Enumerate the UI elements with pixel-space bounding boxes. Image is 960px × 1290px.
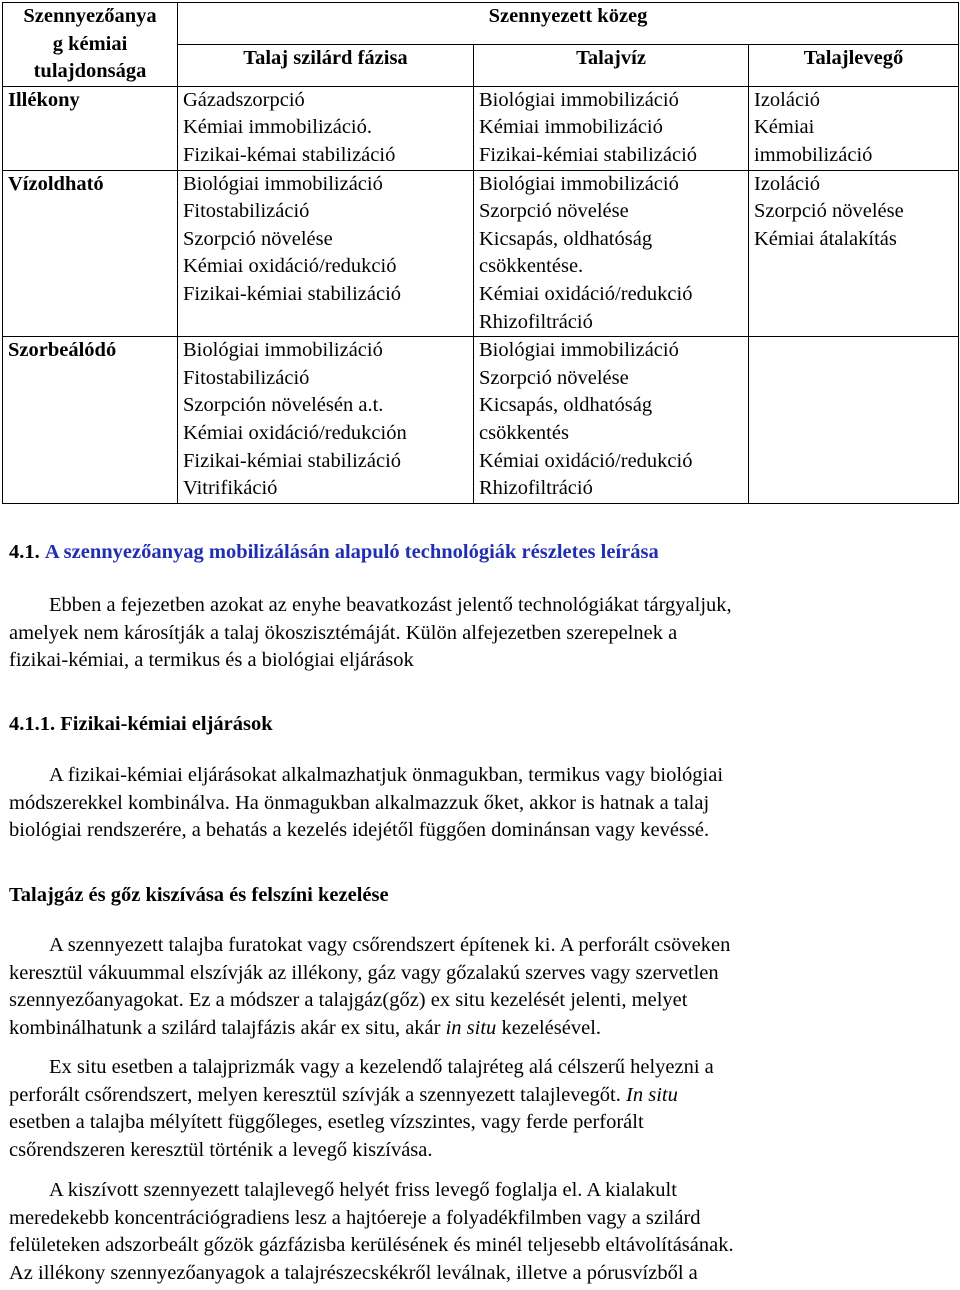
table-row [3, 337, 959, 504]
header-line: tulajdonsága [33, 60, 147, 83]
text-line: Ex situ esetben a talajprizmák vagy a kezelendő talajréteg alá célszerű helyezni a [49, 1056, 714, 1078]
cell-line: Fitostabilizáció [183, 200, 310, 223]
cell-line: Fizikai-kémiai stabilizáció [479, 143, 698, 166]
text-line: módszerekkel kombinálva. Ha önmagukban alkalmazzuk őket, akkor is hatnak a talaj [9, 791, 710, 814]
text-line: Az illékony szennyezőanyagok a talajrészecskékről leválnak, illetve a pórusvízből a [9, 1261, 698, 1284]
text-run: kezelésével. [496, 1016, 602, 1039]
header-line: Szennyezőanya [23, 5, 157, 27]
cell-line: Kémiai oxidáció/redukció [479, 282, 693, 305]
cell-line: Biológiai immobilizáció [479, 172, 679, 195]
text-line: amelyek nem károsítják a talaj ökoszisztémáját. Külön alfejezetben szerepelnek a [9, 621, 678, 644]
header-pollutant-property [3, 3, 178, 87]
text-line: esetben a talajba mélyített függőleges, esetleg vízszintes, vagy ferde perforált [9, 1111, 644, 1134]
cell-line: csökkentése. [479, 255, 584, 278]
text-line: Ebben a fejezetben azokat az enyhe beavatkozást jelentő technológiákat tárgyaljuk, [49, 594, 732, 616]
cell-line: Kémiai átalakítás [754, 227, 897, 250]
cell-line: Kicsapás, oldhatóság [479, 394, 653, 417]
italic-term: In situ [626, 1083, 678, 1106]
cell-water [474, 337, 749, 504]
header-contaminated-medium: Szennyezett közeg [178, 3, 959, 45]
remediation-table [2, 2, 959, 504]
section-4-1-paragraph [9, 592, 960, 620]
cell-line: Rhizofiltráció [479, 310, 593, 333]
text-line: szennyezőanyagokat. Ez a módszer a talajgáz(gőz) ex situ kezelését jelenti, melyet [9, 989, 688, 1012]
cell-line: csökkentés [479, 421, 569, 444]
row-property: Illékony [3, 86, 178, 170]
soil-gas-paragraph-3-cont [9, 1205, 951, 1288]
cell-line: Kicsapás, oldhatóság [479, 227, 653, 250]
cell-line: Kémiai oxidáció/redukció [183, 255, 397, 278]
cell-line: immobilizáció [754, 143, 873, 166]
italic-term: in situ [445, 1016, 497, 1039]
cell-soil [178, 86, 474, 170]
soil-gas-paragraph-2-cont [9, 1082, 951, 1165]
text-line: csőrendszeren keresztül történik a levegő kiszívása. [9, 1138, 433, 1161]
cell-line: Izoláció [754, 88, 821, 111]
cell-line: Biológiai immobilizáció [479, 88, 679, 111]
cell-line: Fizikai-kémiai stabilizáció [183, 449, 402, 472]
cell-line: Fizikai-kémiai stabilizáció [183, 282, 402, 305]
cell-line: Fitostabilizáció [183, 366, 310, 389]
soil-gas-paragraph-1 [9, 932, 960, 960]
cell-line: Kémiai oxidáció/redukción [183, 421, 407, 444]
section-4-1-1-paragraph [9, 762, 960, 790]
cell-water [474, 86, 749, 170]
cell-line: Szorpció növelése [479, 200, 629, 223]
soil-gas-paragraph-3 [9, 1177, 960, 1205]
section-4-1-1-paragraph-cont [9, 790, 951, 845]
text-line: A szennyezett talajba furatokat vagy csőrendszert építenek ki. A perforált csöveken [49, 934, 731, 956]
cell-line: Fizikai-kémai stabilizáció [183, 143, 396, 166]
table-row [3, 86, 959, 170]
soil-gas-paragraph-2 [9, 1054, 960, 1082]
section-number: 4.1. [9, 541, 40, 563]
subheader-soil-solid: Talaj szilárd fázisa [178, 44, 474, 86]
cell-line: Szorpció növelése [754, 200, 904, 223]
text-line [9, 1082, 951, 1110]
text-run: perforált csőrendszert, melyen keresztül szívják a szennyezett talajlevegőt. [9, 1083, 627, 1106]
text-line: keresztül vákuummal elszívják az illékony, gáz vagy gőzalakú szerves vagy szervetlen [9, 961, 719, 984]
cell-line: Biológiai immobilizáció [183, 172, 383, 195]
table-row [3, 170, 959, 337]
subsection-number: 4.1.1. [9, 713, 56, 735]
text-line: biológiai rendszerére, a behatás a kezelés idejétől függően dominánsan vagy kevéssé. [9, 819, 710, 842]
row-property: Szorbeálódó [3, 337, 178, 504]
cell-water [474, 170, 749, 337]
subsection-title: Fizikai-kémiai eljárások [60, 713, 273, 735]
section-4-1-paragraph-cont [9, 620, 951, 675]
text-line [9, 1015, 951, 1043]
cell-line: Biológiai immobilizáció [183, 339, 383, 362]
row-property: Vízoldható [3, 170, 178, 337]
text-line: A fizikai-kémiai eljárásokat alkalmazhatjuk önmagukban, termikus vagy biológiai [49, 764, 724, 786]
cell-line: Biológiai immobilizáció [479, 339, 679, 362]
cell-line: Izoláció [754, 172, 821, 195]
text-line: meredekebb koncentrációgradiens lesz a hajtóereje a folyadékfilmben vagy a szilárd [9, 1206, 701, 1229]
text-run: kombinálhatunk a szilárd talajfázis akár ex situ, akár [9, 1016, 446, 1039]
text-line: A kiszívott szennyezett talajlevegő helyét friss levegő foglalja el. A kialakult [49, 1179, 677, 1201]
cell-air [749, 337, 959, 504]
cell-line: Szorpción növelésén a.t. [183, 394, 384, 417]
cell-line: Kémiai [754, 116, 815, 139]
cell-air [749, 86, 959, 170]
table-header-row [3, 3, 959, 45]
text-line: fizikai-kémiai, a termikus és a biológiai eljárások [9, 649, 414, 672]
cell-line: Szorpció növelése [183, 227, 333, 250]
subheader-soil-air: Talajlevegő [749, 44, 959, 86]
soil-gas-paragraph-1-cont [9, 960, 951, 1043]
section-4-1-1-heading [9, 711, 951, 739]
cell-line: Rhizofiltráció [479, 477, 593, 500]
header-line: g kémiai [52, 32, 128, 55]
cell-line: Kémiai oxidáció/redukció [479, 449, 693, 472]
cell-line: Szorpció növelése [479, 366, 629, 389]
cell-line: Kémiai immobilizáció. [183, 116, 373, 139]
section-title: A szennyezőanyag mobilizálásán alapuló technológiák részletes leírása [44, 541, 659, 563]
cell-soil [178, 337, 474, 504]
cell-line: Gázadszorpció [183, 88, 305, 111]
cell-air [749, 170, 959, 337]
cell-line: Vitrifikáció [183, 477, 278, 500]
text-line: felületeken adszorbeált gőzök gázfázisba kerülésének és minél teljesebb eltávolításának. [9, 1234, 734, 1257]
cell-soil [178, 170, 474, 337]
section-4-1-heading [9, 539, 951, 567]
subheader-groundwater: Talajvíz [474, 44, 749, 86]
soil-gas-heading: Talajgáz és gőz kiszívása és felszíni kezelése [9, 884, 389, 906]
cell-line: Kémiai immobilizáció [479, 116, 663, 139]
